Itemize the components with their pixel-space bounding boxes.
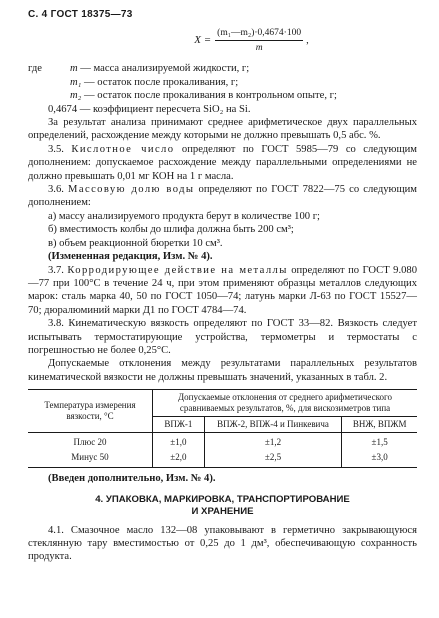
formula (86, 27, 417, 54)
spaced-term: Массовую долю воды (68, 184, 195, 196)
clause-text: определяют по ГОСТ 5985—79 со следующим дополнением: допускаемое расхождение между параллельными определениями не должно превышать 0,01 мг КОН на 1 г масла. (28, 143, 417, 182)
definition-lead (28, 103, 48, 116)
amendment-note: (Измененная редакция, Изм. № 4). (48, 251, 213, 263)
list-item: а) массу анализируемого продукта берут в количестве 100 г; (48, 210, 321, 222)
paragraph-3-5 (28, 143, 417, 183)
paragraph-4-1: 4.1. Смазочное масло 132—08 упаковывают в герметично закрывающуюся стеклянную тару вместимостью от 0,25 до 1 дм³, обеспечивающую сохранность продукта. (28, 524, 417, 563)
table-row (28, 433, 417, 451)
list-item: б) вместимость колбы до шлифа должна быть 200 см³; (48, 224, 294, 236)
definition-text (70, 62, 249, 75)
table-row (28, 450, 417, 468)
table-header-row (28, 390, 417, 417)
viscosity-tolerance-table (28, 389, 417, 468)
header-vnzh: ВНЖ, ВПЖМ (342, 417, 417, 433)
header-temperature: Температура измерения вязкости, °С (28, 390, 153, 433)
cell-value: ±1,5 (342, 433, 417, 451)
definition-text (70, 89, 337, 102)
definition-desc: — коэффициент пересчета SiO₂ на Si. (77, 103, 251, 115)
definition-desc: — остаток после прокаливания в контрольном опыте, г; (81, 90, 337, 102)
definition-row (28, 62, 417, 75)
page-header: С. 4 ГОСТ 18375—73 (28, 9, 133, 20)
definition-symbol: m₁ (70, 76, 82, 88)
definition-desc: — остаток после прокаливания, г; (81, 76, 239, 88)
cell-value: ±1,0 (153, 433, 205, 451)
definition-symbol: m (70, 63, 78, 75)
cell-value: ±3,0 (342, 450, 417, 468)
definition-text (48, 103, 250, 116)
spaced-term: Кислотное число (71, 143, 175, 155)
result-paragraph: За результат анализа принимают среднее арифметическое двух параллельных определений, расхождение между которыми не должно превышать 0,5 абс. %. (28, 117, 417, 142)
definition-lead: где (28, 63, 42, 75)
formula-tail: , (306, 35, 309, 47)
formula-lhs: X = (194, 34, 212, 47)
header-vpzh2: ВПЖ-2, ВПЖ-4 и Пинкевича (204, 417, 342, 433)
cell-temp: Минус 50 (71, 452, 109, 463)
amendment-note: (Введен дополнительно, Изм. № 4). (48, 473, 216, 485)
definition-row (28, 76, 417, 89)
section-4-heading (28, 494, 417, 518)
list-3-6 (48, 210, 417, 250)
spaced-term: Корродирующее действие на металлы (67, 264, 288, 276)
definition-lead (28, 76, 70, 89)
formula-definitions (28, 62, 417, 116)
header-group: Допускаемые отклонения от среднего арифметического сравниваемых результатов, %, для вискозиметров типа (153, 390, 418, 417)
definition-symbol: m₂ (70, 90, 82, 102)
definition-symbol: 0,4674 (48, 103, 78, 115)
section-title-line: 4. УПАКОВКА, МАРКИРОВКА, ТРАНСПОРТИРОВАНИЕ (95, 493, 350, 505)
formula-denominator: m (255, 43, 263, 54)
section-title-line: И ХРАНЕНИЕ (191, 505, 254, 517)
cell-value: ±1,2 (204, 433, 342, 451)
clause-number: 3.5. (48, 143, 64, 155)
tolerance-paragraph: Допускаемые отклонения между результатами параллельных результатов кинематической вязкости не должны превышать значений, указанных в табл. 2. (28, 358, 417, 383)
paragraph-3-6 (28, 183, 417, 210)
formula-fraction (215, 27, 303, 54)
cell-value: ±2,5 (204, 450, 342, 468)
cell-value: ±2,0 (153, 450, 205, 468)
list-item: в) объем реакционной бюретки 10 см³. (48, 237, 223, 249)
clause-number: 3.6. (48, 184, 64, 196)
clause-text: определяют по ГОСТ 7822—75 со следующим дополнением: (28, 184, 417, 209)
definition-lead (28, 89, 70, 102)
definition-text (70, 76, 238, 89)
clause-number: 3.7. (48, 264, 64, 276)
header-vpzh1: ВПЖ-1 (153, 417, 205, 433)
formula-numerator: (m₁—m₂)·0,4674·100 (215, 27, 303, 41)
definition-desc: — масса анализируемой жидкости, г; (77, 63, 250, 75)
clause-text: определяют по ГОСТ 9.080—77 при 100°С в течение 24 ч, при этом применяют образцы металлов следующих марок: сталь марка 40, 50 по ГОСТ 1050—74; латунь марки Л-63 по ГОСТ 15527—70; дюралюминий марки Д1 по ГОСТ 4784—74. (28, 264, 417, 316)
paragraph-3-8: 3.8. Кинематическую вязкость определяют по ГОСТ 33—82. Вязкость следует испытывать термостатирующие устройства, термометры и термостаты с погрешностью не более 0,25°С. (28, 318, 417, 356)
definition-row (28, 103, 417, 116)
paragraph-3-7 (28, 264, 417, 318)
cell-temp: Плюс 20 (73, 437, 107, 448)
definition-row (28, 89, 417, 102)
